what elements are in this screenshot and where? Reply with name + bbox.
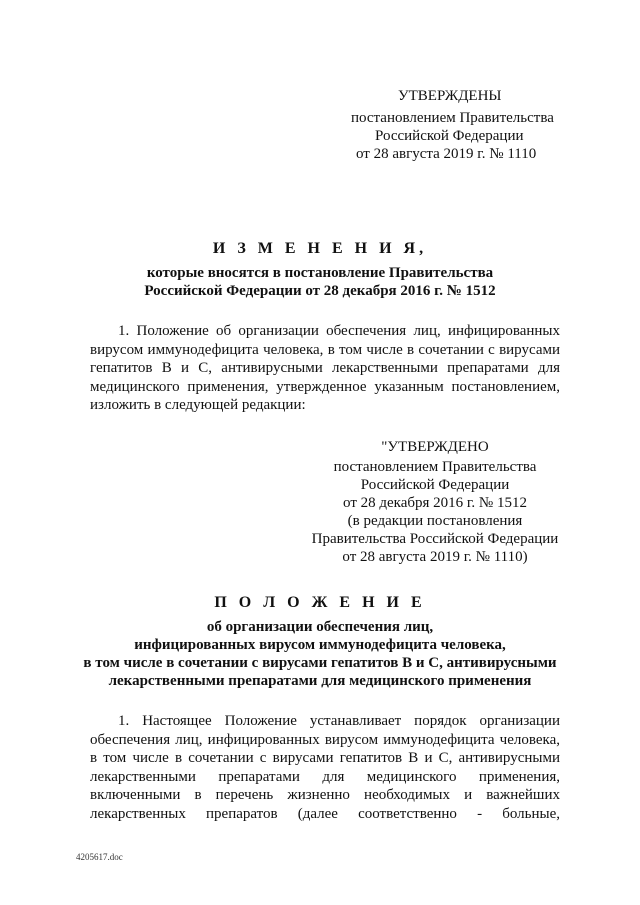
changes-subtitle: которые вносятся в постановление Правительства (146, 265, 494, 281)
paragraph-line: 1. Настоящее Положение устанавливает порядок организации (118, 713, 560, 729)
regulation-subtitle: лекарственными препаратами для медицинского применения (108, 673, 532, 689)
approved-line: постановлением Правительства (333, 459, 537, 475)
paragraph-2 (90, 712, 560, 823)
changes-title: И З М Е Н Е Н И Я, (212, 240, 428, 257)
paragraph-line: включенными в перечень жизненно необходимых и важнейших (90, 787, 560, 803)
paragraph-line: медицинского применения, утвержденное указанным постановлением, (90, 378, 560, 395)
paragraph-line: в том числе в сочетании с вирусами гепатитов В и С, антивирусными (90, 750, 560, 766)
paragraph-line: изложить в следующей редакции: (90, 397, 306, 413)
approval-date: от 28 августа 2019 г. № 1110 (356, 146, 537, 162)
regulation-subtitle: инфицированных вирусом иммунодефицита человека, (134, 637, 506, 653)
paragraph-1 (90, 322, 560, 415)
paragraph-line: обеспечения лиц, инфицированных вирусом иммунодефицита человека, (90, 731, 560, 748)
approved-line: Российской Федерации (360, 477, 510, 493)
regulation-subtitle: об организации обеспечения лиц, (206, 619, 434, 635)
approved-line: (в редакции постановления (347, 513, 523, 529)
approval-heading: УТВЕРЖДЕНЫ (398, 88, 502, 104)
paragraph-line: вирусом иммунодефицита человека, в том числе в сочетании с вирусами (90, 341, 560, 358)
document-filename: 4205617.doc (76, 852, 123, 862)
regulation-subtitle: в том числе в сочетании с вирусами гепатитов В и С, антивирусными (83, 655, 557, 671)
approved-line: Правительства Российской Федерации (311, 531, 559, 547)
paragraph-line: лекарственных препаратов (далее соответственно - больные, (90, 805, 560, 822)
paragraph-line: 1. Положение об организации обеспечения лиц, инфицированных (118, 323, 560, 339)
paragraph-line: лекарственными препаратами для медицинского применения, (90, 768, 560, 785)
paragraph-line: гепатитов В и С, антивирусными лекарственными препаратами для (90, 360, 560, 376)
approved-heading: "УТВЕРЖДЕНО (381, 439, 489, 455)
approved-line: от 28 декабря 2016 г. № 1512 (343, 495, 527, 511)
regulation-title: П О Л О Ж Е Н И Е (214, 594, 426, 611)
changes-subtitle: Российской Федерации от 28 декабря 2016 г. № 1512 (144, 283, 496, 299)
approval-line: постановлением Правительства (351, 110, 554, 126)
approval-line: Российской Федерации (375, 128, 524, 144)
approved-line: от 28 августа 2019 г. № 1110) (342, 549, 528, 565)
